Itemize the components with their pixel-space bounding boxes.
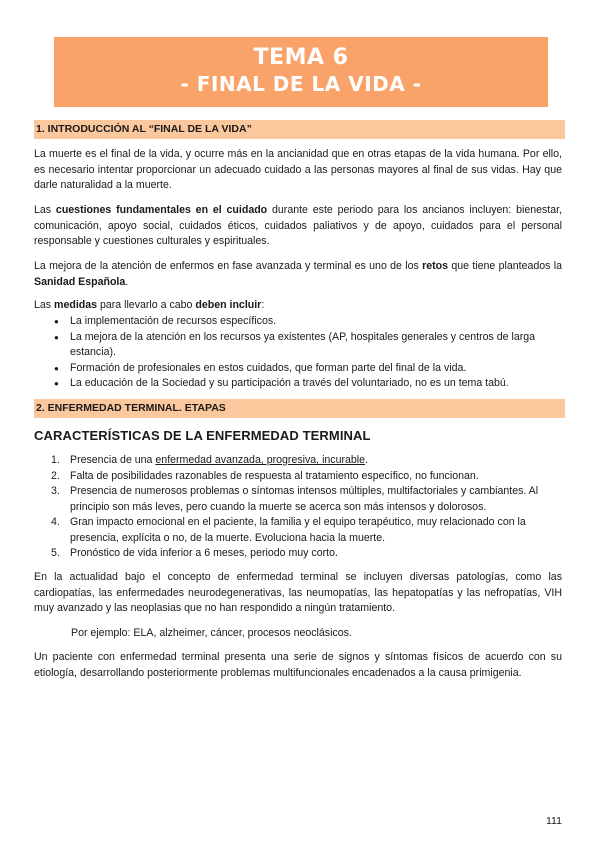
list-item: ● Formación de profesionales en estos cuidados, que forman parte del final de la vida. — [34, 361, 562, 377]
title-line-1: TEMA 6 — [253, 45, 349, 70]
list-item: ● La mejora de la atención en los recursos ya existentes (AP, hospitales generales y centros de larga estancia). — [34, 330, 562, 361]
symptoms-paragraph: Un paciente con enfermedad terminal presenta una serie de signos y síntomas físicos de acuerdo con su etiología, desarrollando posteriormente problemas multifuncionales encadenados a la causa primigenia. — [34, 651, 562, 679]
page-number: 111 — [546, 815, 562, 827]
title-banner — [54, 37, 548, 107]
list-item: 1. Presencia de una enfermedad avanzada, progresiva, incurable. — [51, 454, 369, 466]
underlined-text: enfermedad avanzada, progresiva, incurable — [155, 454, 366, 466]
list-item: 3. Presencia de numerosos problemas o síntomas intensos múltiples, multifactoriales y cambiantes. Al principio son más leves, pero cuando la muerte se acerca son más intensos y dolorosos. — [51, 485, 539, 513]
list-item: 5. Pronóstico de vida inferior a 6 meses, periodo muy corto. — [51, 547, 338, 559]
characteristics-list — [34, 453, 562, 562]
key-issues-bold: cuestiones fundamentales en el cuidado — [55, 204, 268, 216]
example-paragraph: Por ejemplo: ELA, alzheimer, cáncer, procesos neoclásicos. — [71, 627, 352, 639]
key-issues-paragraph: Las cuestiones fundamentales en el cuidado durante este periodo para los ancianos incluyen: bienestar, comunicación, apoyo social, cuidados éticos, cuidados paliativos y de apoyo, cuidados para el personal responsable y cuestiones culturales y espirituales. — [34, 204, 563, 247]
title-line-2: - FINAL DE LA VIDA - — [180, 72, 422, 96]
challenges-paragraph: La mejora de la atención de enfermos en fase avanzada y terminal es uno de los retos que tiene planteados la Sanidad Española. — [34, 260, 562, 288]
section-1-heading: 1. INTRODUCCIÓN AL “FINAL DE LA VIDA” — [34, 120, 565, 139]
subheading-characteristics: CARACTERÍSTICAS DE LA ENFERMEDAD TERMINAL — [34, 428, 371, 443]
measures-list — [34, 314, 562, 392]
measures-paragraph: Las medidas para llevarlo a cabo deben incluir: — [34, 299, 265, 311]
list-item: 2. Falta de posibilidades razonables de respuesta al tratamiento específico, no funcionan. — [51, 469, 479, 482]
list-item: ● La educación de la Sociedad y su participación a través del voluntariado, no es un tema tabú. — [34, 376, 562, 392]
list-item: ● La implementación de recursos específicos. — [34, 314, 562, 330]
intro-paragraph: La muerte es el final de la vida, y ocurre más en la ancianidad que en otras etapas de la vida humana. Por ello, es necesario intentar proporcionar un adecuado cuidado a las personas mayores al final de sus vidas. Hay que darle naturalidad a la muerte. — [34, 148, 562, 191]
list-item: 4. Gran impacto emocional en el paciente, la familia y el equipo terapéutico, muy relacionado con la presencia, explícita o no, de la muerte. Evoluciona hacia la muerte. — [51, 516, 526, 544]
section-2-heading: 2. ENFERMEDAD TERMINAL. ETAPAS — [34, 399, 565, 418]
pathologies-paragraph: En la actualidad bajo el concepto de enfermedad terminal se incluyen diversas patologías, como las cardiopatías, las enfermedades neurodegenerativas, las neumopatías, las hepatopatías y las nefropatías, VIH muy avanzado y las neoplasias que no han respondido a ningún tratamiento. — [34, 571, 562, 614]
